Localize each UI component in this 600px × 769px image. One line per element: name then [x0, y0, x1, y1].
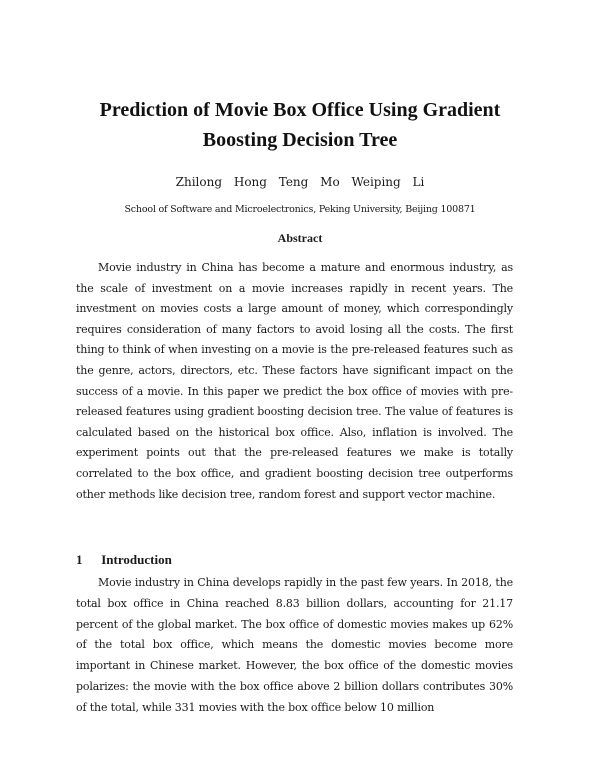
introduction-text: Movie industry in China develops rapidly in the past few years. In 2018, the total box office in China reached 8.83 billion dollars, accounting for 21.17 percent of the global market. The box office of domestic movies makes up 62% of the total box office, which means the domestic movies become more important in Chinese market. However, the box office of the domestic movies polarizes: the movie with the box office above 2 billion dollars contributes 30% of the total, while 331 movies with the box office below 10 million	[76, 576, 513, 714]
affiliation: School of Software and Microelectronics, Peking University, Beijing 100871	[124, 204, 476, 215]
paper-title-line-2: Boosting Decision Tree	[202, 129, 398, 151]
section-title: Introduction	[101, 552, 172, 567]
abstract-heading: Abstract	[277, 231, 323, 245]
abstract-text: Movie industry in China has become a mature and enormous industry, as the scale of investment on a movie increases rapidly in recent years. The investment on movies costs a large amount of money, which correspondingly requires consideration of many factors to avoid losing all the costs. The first thing to think of when investing on a movie is the pre-released features such as the genre, actors, directors, etc. These factors have significant impact on the success of a movie. In this paper we predict the box office of movies with pre-released features using gradient boosting decision tree. The value of features is calculated based on the historical box office. Also, inflation is involved. The experiment points out that the pre-released features we make is totally correlated to the box office, and gradient boosting decision tree outperforms other methods like decision tree, random forest and support vector machine.	[76, 261, 513, 501]
section-heading-introduction	[76, 552, 172, 568]
paper-title-line-1: Prediction of Movie Box Office Using Gradient	[99, 99, 501, 121]
author-list: Zhilong Hong Teng Mo Weiping Li	[175, 175, 425, 189]
section-number: 1	[76, 552, 83, 567]
